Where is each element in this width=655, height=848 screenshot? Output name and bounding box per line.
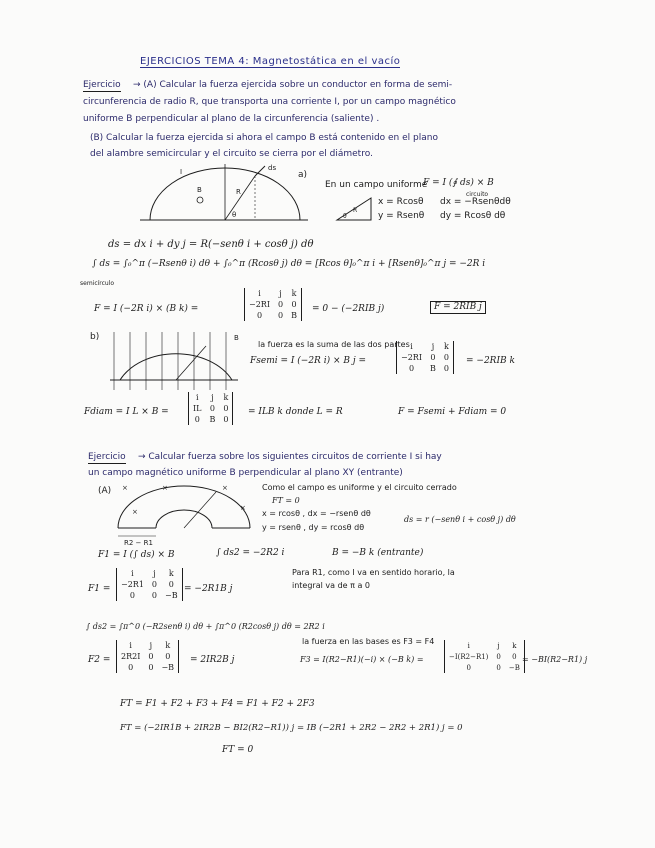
matrix-cell: 0 <box>209 404 215 413</box>
matrix-row <box>117 579 182 590</box>
ft-zero: FT = 0 <box>222 745 254 755</box>
ex2-note2: FT = 0 <box>272 496 300 505</box>
svg-text:×: × <box>240 504 246 512</box>
y-eq: y = Rsenθ <box>378 211 425 221</box>
ex2-line1: → Calcular fuerza sobre los siguientes circuitos de corriente I si hay <box>138 452 442 462</box>
fsemi-eq: Fsemi = I (−2R i) × B j = <box>250 356 367 366</box>
matrix-cell: −2R1 <box>121 580 144 589</box>
fdiam-eq: Fdiam = I L × B = <box>84 407 169 417</box>
matrix-cell: B <box>429 364 436 373</box>
matrix-cell: 0 <box>128 663 134 672</box>
matrix-cell: 0 <box>291 300 297 309</box>
sum-note: la fuerza es la suma de las dos partes <box>258 340 410 349</box>
matrix-cell: j <box>497 641 500 650</box>
matrix-row <box>117 640 178 651</box>
matrix-row <box>189 414 232 425</box>
matrix-cell: B <box>209 415 216 424</box>
part-a-label: a) <box>298 170 308 180</box>
matrix-5 <box>116 640 179 673</box>
matrix-cell: j <box>211 393 214 402</box>
matrix-cell: 0 <box>223 415 229 424</box>
matrix-cell: 0 <box>148 652 154 661</box>
ex1-line3: uniforme B perpendicular al plano de la circunferencia (saliente) . <box>83 114 380 124</box>
f1-definition: F1 = I (∫ ds) × B <box>98 550 175 560</box>
ring-circuit-diagram <box>112 484 262 540</box>
matrix-2 <box>396 341 454 374</box>
matrix-cell: i <box>410 342 413 351</box>
matrix-cell: i <box>129 641 132 650</box>
matrix-cell: 0 <box>512 652 517 661</box>
svg-text:I: I <box>180 168 183 176</box>
ex2-ds: ds = r (−senθ i + cosθ j) dθ <box>404 515 516 524</box>
triangle-diagram <box>335 196 375 222</box>
matrix-cell: −2RI <box>249 300 270 309</box>
matrix-cell: j <box>153 569 156 578</box>
matrix-row <box>445 640 524 651</box>
svg-text:×: × <box>222 484 228 492</box>
f2-eq: F2 = <box>88 655 111 665</box>
matrix-cell: i <box>131 569 134 578</box>
ex2-xy2: y = rsenθ , dy = rcosθ dθ <box>262 523 365 532</box>
ex2-note1: Como el campo es uniforme y el circuito cerrado <box>262 483 457 492</box>
matrix-cell: j <box>279 289 282 298</box>
ftotal-eq: F = Fsemi + Fdiam = 0 <box>398 407 507 417</box>
ex2-note4: integral va de π a 0 <box>292 581 371 590</box>
svg-text:ds: ds <box>268 164 277 172</box>
matrix-row <box>117 590 182 601</box>
matrix-row <box>117 568 182 579</box>
matrix-cell: k <box>291 289 297 298</box>
matrix-cell: 0 <box>148 663 154 672</box>
svg-text:×: × <box>132 508 138 516</box>
fdiam-result: = ILB k donde L = R <box>248 407 343 417</box>
ex1-line2: circunferencia de radio R, que transporta una corriente I, por un campo magnético <box>83 97 456 107</box>
matrix-cell: 0 <box>430 353 436 362</box>
svg-text:θ: θ <box>232 211 237 219</box>
ex2-heading: Ejercicio <box>88 452 126 462</box>
matrix-cell: IL <box>193 404 202 413</box>
ex2-line2: un campo magnético uniforme B perpendicular al plano XY (entrante) <box>88 468 403 478</box>
semicircle-diagram <box>140 162 310 230</box>
matrix-cell: j <box>431 342 435 351</box>
matrix-cell: 0 <box>496 663 501 672</box>
x-eq: x = Rcosθ <box>378 197 424 207</box>
ft-sum: FT = F1 + F2 + F3 + F4 = F1 + F2 + 2F3 <box>120 699 315 709</box>
matrix-cell: 0 <box>129 591 135 600</box>
matrix-cell: 0 <box>277 300 284 309</box>
matrix-3 <box>188 392 233 425</box>
force-formula: F = I (∮ ds) × B <box>423 178 494 188</box>
force-answer-box: F = 2RIB j <box>430 301 486 314</box>
dy-eq: dy = Rcosθ dθ <box>440 211 506 221</box>
matrix-row <box>397 363 453 374</box>
matrix-cell: 2R2I <box>121 652 141 661</box>
matrix-cell: k <box>443 342 449 351</box>
matrix-cell: j <box>149 641 153 650</box>
matrix-4 <box>116 568 183 601</box>
force-cross: F = I (−2R i) × (B k) = <box>94 304 199 314</box>
matrix-row <box>397 341 453 352</box>
matrix-cell: −I(R2−R1) <box>449 652 489 661</box>
ds2-int: ∫ ds2 = −2R2 i <box>216 548 285 558</box>
force-result: = 0 − (−2RIB j) <box>312 304 385 314</box>
svg-text:×: × <box>162 484 168 492</box>
ex2-note3: Para R1, como I va en sentido horario, la <box>292 568 455 577</box>
part-b-label: b) <box>90 332 100 342</box>
dx-eq: dx = −Rsenθdθ <box>440 197 511 207</box>
ex1-line4: (B) Calcular la fuerza ejercida si ahora el campo B está contenido en el plano <box>90 133 438 143</box>
matrix-cell: 0 <box>408 364 415 373</box>
matrix-cell: 0 <box>443 364 449 373</box>
matrix-row <box>397 352 453 363</box>
ds2-integral: ∫ ds2 = ∫π^0 (−R2senθ i) dθ + ∫π^0 (R2cosθ j) dθ = 2R2 i <box>86 622 325 631</box>
circuito-label: circuito <box>466 191 489 198</box>
matrix-cell: 0 <box>194 415 200 424</box>
page-title: EJERCICIOS TEMA 4: Magnetostática en el vacío <box>140 56 401 67</box>
matrix-cell: i <box>195 393 199 402</box>
matrix-row <box>189 392 232 403</box>
svg-text:θ: θ <box>343 213 347 220</box>
matrix-cell: 0 <box>151 580 157 589</box>
integral-equation: ∫ ds = ∫₀^π (−Rsenθ i) dθ + ∫₀^π (Rcosθ j) dθ = [Rcos θ]₀^π i + [Rsenθ]₀^π j = −2R i <box>92 259 486 269</box>
matrix-cell: k <box>512 641 517 650</box>
matrix-cell: 0 <box>165 652 171 661</box>
ex2-part-a: (A) <box>98 486 112 496</box>
uniform-note: En un campo uniforme <box>325 180 428 190</box>
ft-expansion: FT = (−2IR1B + 2IR2B − BI2(R2−R1)) j = IB (−2R1 + 2R2 − 2R2 + 2R1) j = 0 <box>120 723 463 733</box>
matrix-row <box>245 299 301 310</box>
semicirculo-label: semicírculo <box>80 280 115 287</box>
matrix-cell: 0 <box>277 311 284 320</box>
matrix-cell: −B <box>165 591 178 600</box>
ex1-line1: → (A) Calcular la fuerza ejercida sobre un conductor en forma de semi- <box>133 80 453 90</box>
matrix-row <box>117 662 178 673</box>
matrix-cell: 0 <box>466 663 471 672</box>
matrix-1 <box>244 288 302 321</box>
f3-eq: F3 = I(R2−R1)(−i) × (−B k) = <box>300 655 424 664</box>
matrix-row <box>189 403 232 414</box>
ex2-xy1: x = rcosθ , dx = −rsenθ dθ <box>262 509 371 518</box>
b-definition: B = −B k (entrante) <box>332 548 424 558</box>
ds-equation: ds = dx i + dy j = R(−senθ i + cosθ j) dθ <box>108 239 314 250</box>
fsemi-result: = −2RIB k <box>466 356 515 366</box>
ex1-heading: Ejercicio <box>83 80 121 90</box>
matrix-row <box>117 651 178 662</box>
f3-result: = −BI(R2−R1) j <box>522 655 588 664</box>
svg-text:R: R <box>353 207 358 214</box>
f1-result: = −2R1B j <box>184 584 233 594</box>
matrix-cell: 0 <box>256 311 263 320</box>
matrix-cell: i <box>258 289 261 298</box>
matrix-row <box>445 651 524 662</box>
matrix-cell: 0 <box>151 591 157 600</box>
f2-result: = 2IR2B j <box>190 655 235 665</box>
matrix-row <box>245 310 301 321</box>
svg-text:×: × <box>122 484 128 492</box>
ex2-note5: la fuerza en las bases es F3 = F4 <box>302 637 435 646</box>
matrix-cell: 0 <box>168 580 174 589</box>
matrix-row <box>445 662 524 673</box>
matrix-6 <box>444 640 525 673</box>
svg-text:B: B <box>234 334 239 342</box>
matrix-cell: B <box>291 311 297 320</box>
f1-eq: F1 = <box>88 584 111 594</box>
matrix-cell: i <box>467 641 470 650</box>
matrix-cell: k <box>165 641 171 650</box>
matrix-cell: 0 <box>496 652 501 661</box>
matrix-row <box>245 288 301 299</box>
matrix-cell: −2RI <box>401 353 422 362</box>
matrix-cell: 0 <box>443 353 449 362</box>
svg-text:R: R <box>236 188 241 196</box>
ex1-line5: del alambre semicircular y el circuito se cierra por el diámetro. <box>90 149 373 159</box>
matrix-cell: −B <box>508 663 520 672</box>
matrix-cell: k <box>223 393 229 402</box>
r2-r1-label: R2 − R1 <box>124 539 153 547</box>
semicircle-field-diagram <box>100 330 240 392</box>
matrix-cell: k <box>168 569 174 578</box>
svg-text:B: B <box>197 186 202 194</box>
matrix-cell: 0 <box>223 404 229 413</box>
matrix-cell: −B <box>161 663 175 672</box>
